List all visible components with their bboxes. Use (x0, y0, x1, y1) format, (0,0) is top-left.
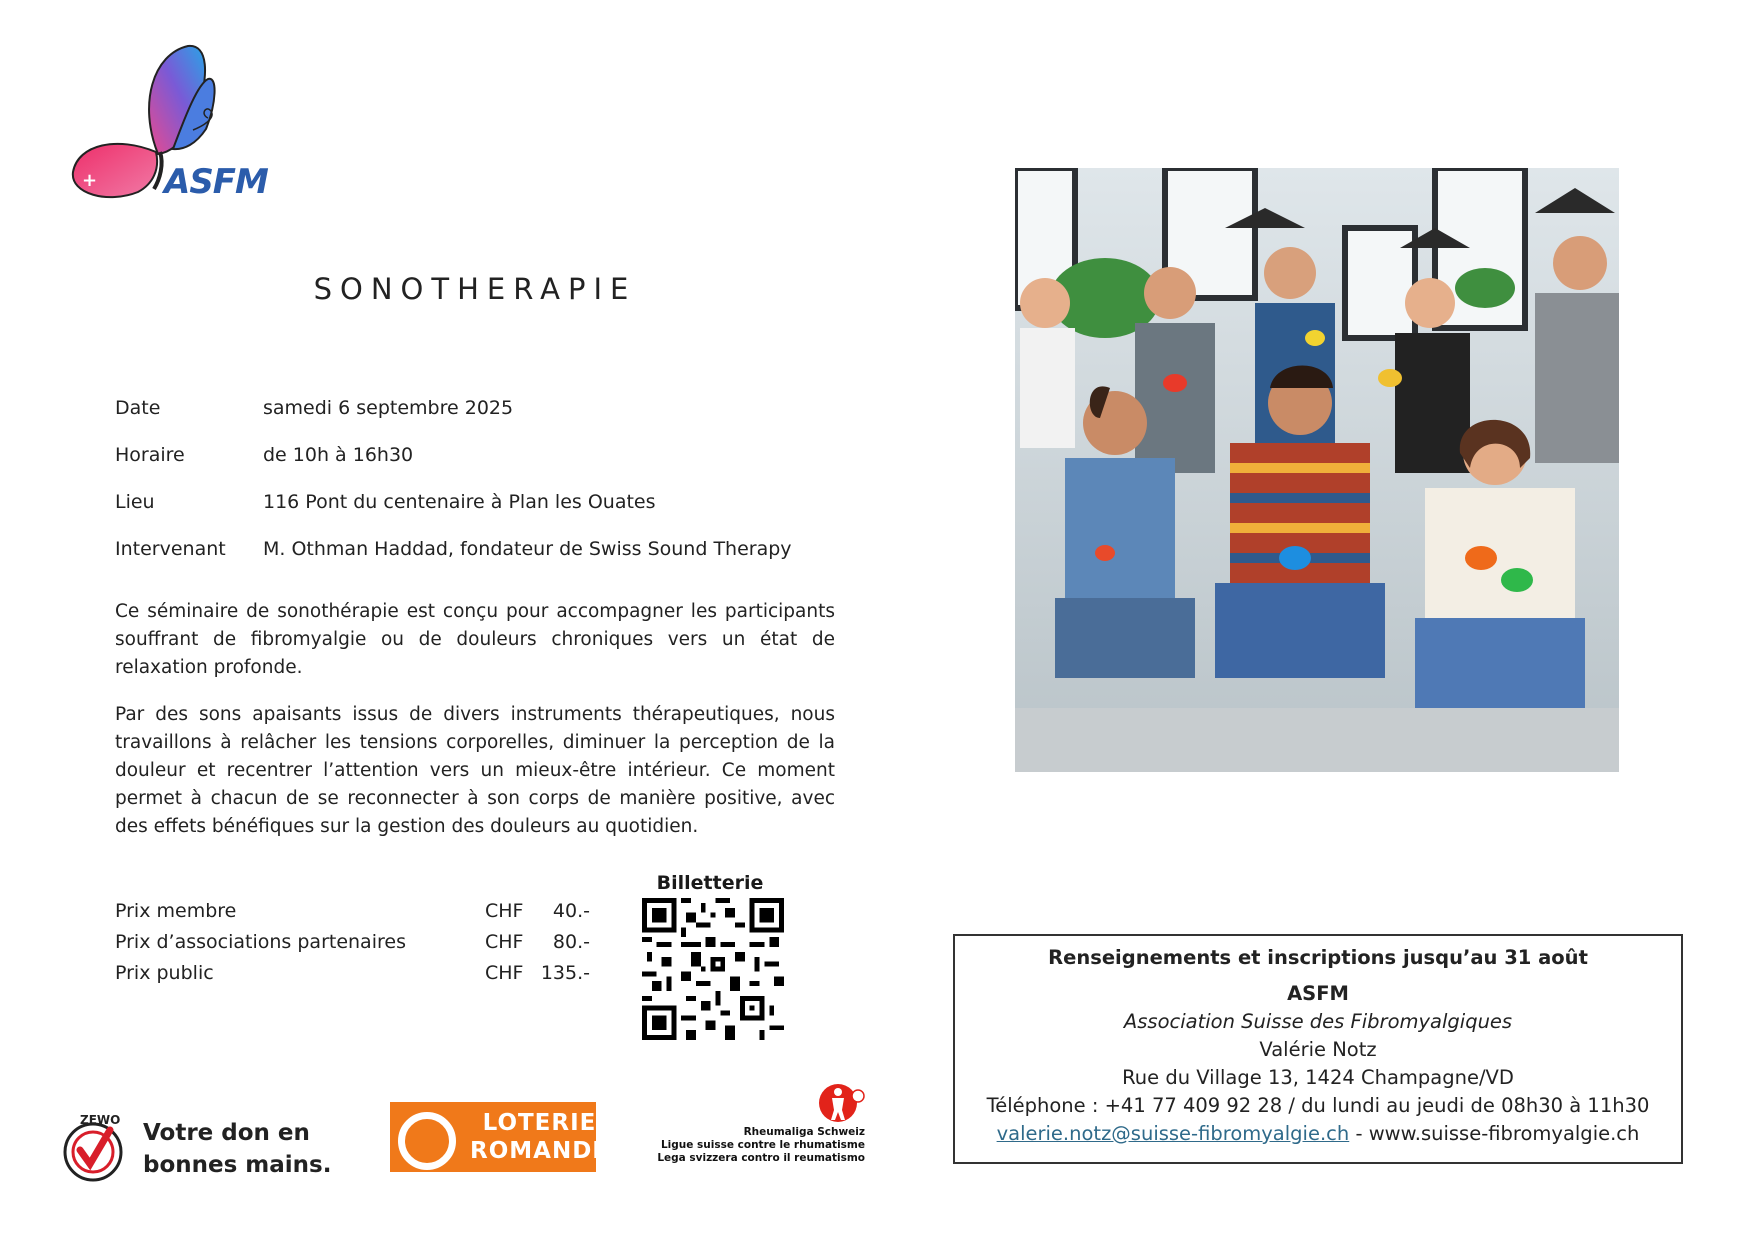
price-amount: 135.- (540, 962, 590, 984)
loterie-line2: ROMANDE (470, 1138, 610, 1164)
contact-org-short: ASFM (1287, 982, 1349, 1005)
detail-value: samedi 6 septembre 2025 (263, 397, 514, 419)
price-label: Prix d’associations partenaires (115, 931, 406, 953)
ticketing-qr-code[interactable] (642, 898, 784, 1040)
rheumaliga-logo (818, 1082, 866, 1124)
description-paragraph-2: Par des sons apaisants issus de divers instruments thérapeutiques, nous travaillons à relâcher les tensions corporelles, diminuer la perception de la douleur et recentrer l’attention vers un mieux-être intérieur. Ce moment permet à chacun de se reconnecter à son corps de manière positive, avec des effets bénéfiques sur la gestion des douleurs au quotidien. (115, 704, 835, 837)
detail-label: Date (115, 397, 161, 419)
contact-box (953, 934, 1683, 1164)
price-row-membre (115, 900, 635, 930)
zewo-tagline (143, 1117, 331, 1181)
loterie-line1: LOTERIE (482, 1110, 597, 1136)
detail-value: M. Othman Haddad, fondateur de Swiss Sound Therapy (263, 538, 792, 560)
detail-value: 116 Pont du centenaire à Plan les Ouates (263, 491, 656, 513)
page-title: SONOTHERAPIE (313, 272, 637, 306)
event-photo (1015, 168, 1619, 772)
zewo-tagline-line1: Votre don en (143, 1120, 310, 1146)
price-label: Prix public (115, 962, 214, 984)
contact-website[interactable]: www.suisse-fibromyalgie.ch (1368, 1122, 1640, 1145)
detail-label: Lieu (115, 491, 155, 513)
zewo-tagline-line2: bonnes mains. (143, 1152, 332, 1178)
price-row-partenaires (115, 931, 635, 961)
price-currency: CHF (485, 962, 524, 984)
price-currency: CHF (485, 931, 524, 953)
contact-separator: - (1349, 1122, 1369, 1145)
price-amount: 40.- (552, 900, 590, 922)
zewo-logo (58, 1110, 128, 1190)
asfm-logo (68, 44, 268, 214)
rheuma-line1: Rheumaliga Schweiz (743, 1126, 865, 1138)
contact-heading: Renseignements et inscriptions jusqu’au 31 août (1048, 946, 1588, 969)
loterie-ring-icon (398, 1112, 456, 1170)
description-paragraph-1: Ce séminaire de sonothérapie est conçu pour accompagner les participants souffrant de fibromyalgie ou de douleurs chroniques vers un état de relaxation profonde. (115, 601, 835, 678)
price-label: Prix membre (115, 900, 237, 922)
logo-text: ASFM (164, 162, 268, 202)
price-row-public (115, 962, 635, 992)
contact-email-link[interactable]: valerie.notz@suisse-fibromyalgie.ch (996, 1122, 1350, 1145)
contact-web-line (955, 1122, 1681, 1145)
contact-org-full: Association Suisse des Fibromyalgiques (1123, 1010, 1513, 1033)
rheuma-line2: Ligue suisse contre le rhumatisme (660, 1139, 865, 1151)
rheumaliga-text (640, 1126, 865, 1165)
contact-person: Valérie Notz (1259, 1038, 1377, 1061)
rheumaliga-figure-icon (818, 1082, 866, 1124)
loterie-romande-logo (390, 1102, 610, 1172)
zewo-badge-text: ZEWO (80, 1113, 121, 1127)
price-currency: CHF (485, 900, 524, 922)
contact-phone: Téléphone : +41 77 409 92 28 / du lundi au jeudi de 08h30 à 11h30 (986, 1094, 1650, 1117)
detail-label: Horaire (115, 444, 185, 466)
rheuma-line3: Lega svizzera contro il reumatismo (657, 1152, 865, 1164)
contact-address: Rue du Village 13, 1424 Champagne/VD (1122, 1066, 1514, 1089)
svg-text:+: + (82, 170, 98, 191)
ticketing-label: Billetterie (656, 872, 764, 894)
price-amount: 80.- (552, 931, 590, 953)
detail-value: de 10h à 16h30 (263, 444, 414, 466)
detail-label: Intervenant (115, 538, 226, 560)
